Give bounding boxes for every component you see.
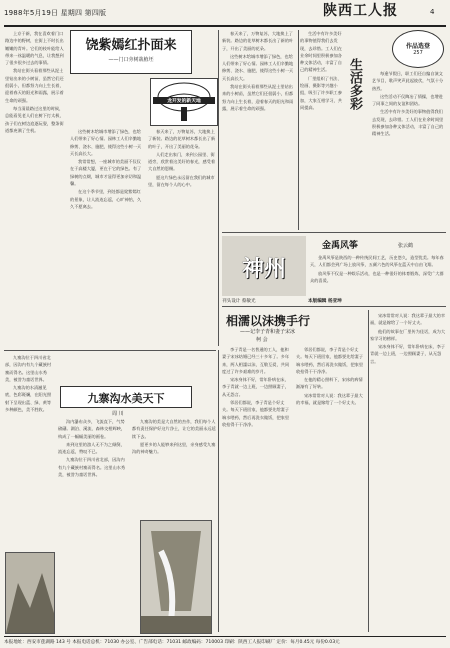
feature-title-box [346,58,368,168]
paragraph: 沟内瀑布众多，飞流直下，气势磅礴。湖泊、溪流、森林交相辉映，构成了一幅幅美丽的画卷。 [58,419,126,439]
shenzhou-label: 神州 [241,256,286,282]
paragraph: 九寨沟的水清澈见底，色彩斑斓，在阳光照射下呈现出蓝、绿、黄等多种颜色，美不胜收。 [5,385,52,413]
paragraph: 每逢节假日，职工们还自编自演文艺节目，歌声笑声此起彼伏，气氛十分热烈。 [372,71,444,91]
top-article-col-1 [5,30,65,346]
right-article-col-1 [222,346,292,632]
left-article-col-3 [132,418,216,518]
paragraph: 我常常想，一座城市的美丽不仅仅在于高楼大厦，更在于它的绿色。有了绿树的点缀，城市才显得更加亲切和温馨。 [70,159,142,187]
right-article-col-2 [296,346,366,632]
feature-col-2 [372,70,446,230]
paragraph: 每当清晨路过这里的时候，总能看见老人们在树下打太极，孩子们在树边追逐玩耍，整条街道都充满了生机。 [5,105,64,133]
paragraph: 我站在街头看着那些从泥土里钻出来的小树苗，虽然它们还很弱小，但都努力向上生长着，迎着春天的阳光和雨露，展示着生命的顽强。 [5,68,64,103]
left-article-author: 周 川 [112,411,124,417]
left-article-col-2 [58,418,126,632]
top-article-col-2 [70,128,142,346]
waterfall-photo-icon [141,521,211,633]
paragraph: 宋冰身体不好，常年卧病在床，李子青就一边上班，一边照顾妻子，从无怨言。 [370,344,446,364]
paragraph: 金禹风筝是陕西的一种传统民间工艺，历史悠久，造型优美。每年春天，人们都会到广场上放风筝，五颜六色的风筝在蓝天中自由飞翔。 [310,255,444,268]
feature-tag: 作品选登 [405,43,430,50]
top-article-subtitle: ——门口旁树栽植坯 [108,57,154,63]
page-number: 4 [430,8,435,16]
section-divider [222,232,446,233]
illustration-banner: 龙开发的新天地 [153,97,215,104]
paragraph: 宋冰常常对人说：我这辈子最大的幸福，就是嫁给了一个好丈夫。 [370,313,446,326]
paragraph: 春天来了，万物复苏，大地换上了新装。路边的花草树木都长出了新的叶子，开出了美丽的花朵。 [148,129,216,149]
left-article-photo [140,520,212,634]
section-divider [222,306,446,307]
essay-title: 金禹风筝 [322,241,359,251]
paragraph: 人们走出家门，来到公园里、街道旁，欣赏着这美好的春光，感受着大自然的恩赐。 [148,151,216,172]
paragraph: 这些树木给城市增添了绿色，也给人们带来了好心情。园林工人们辛勤地修剪、浇水、施肥，使得这些小树一天天长高长大。 [70,129,142,156]
mountain-photo-icon [6,553,54,633]
right-article-subtitle: ——记李子青和妻子宋冰 [240,329,296,335]
paragraph: 我站在街头看着那些从泥土里钻出来的小树苗，虽然它们还很弱小，但都努力向上生长着，迎着春天的阳光和雨露，展示着生命的顽强。 [222,84,294,111]
paragraph: 春天来了，万物复苏，大地换上了新装。路边的花草树木都长出了新的叶子，开出了美丽的花朵。 [222,31,294,51]
essay-text [310,254,446,296]
paragraph: 上京于新，我在喜欢着门口路边中的野树，在街上不时长出嫩嫩的青叶。它们的枝叶能给人带来一丝温暖的气息，让我想到了很多很多过去的事情。 [5,31,64,66]
editor-line: 本版编辑 杨亚坤 [308,299,342,304]
left-photo-block [5,552,55,634]
essay-author: 张云鹤 [398,243,414,249]
top-article-col-4 [222,30,296,230]
right-article-col-3 [370,312,446,632]
top-article-title: 饶紫嫣红扑面来 [85,38,177,53]
issue-date: 1988年5月19日 星期四 第四版 [4,9,107,17]
feature-badge [392,30,444,68]
paragraph: 他们的故事在厂里传为佳话，成为大家学习的榜样。 [370,328,446,341]
left-article-title-box [60,386,192,408]
paragraph: 愿这片绿色永远留在我们的城市里，留在每个人的心中。 [148,174,215,188]
column-divider [368,310,369,632]
paragraph: 这些树木给城市增添了绿色，也给人们带来了好心情。园林工人们辛勤地修剪、浇水、施肥，使得这些小树一天天长高长大。 [222,53,294,81]
paragraph: 宋冰身体不好，常年卧病在床，李子青就一边上班，一边照顾妻子，从无怨言。 [222,377,290,397]
right-article-author: 柯 会 [256,337,268,343]
paragraph: 在他的精心照料下，宋冰的病情渐渐有了好转。 [296,377,363,390]
paragraph: 九寨沟的美是大自然的杰作，我们每个人都有责任保护好这片净土，让它的美丽永远延续下去。 [132,419,216,439]
feature-col-1 [300,30,344,230]
column-divider [298,30,299,230]
left-article-col-1 [5,354,53,550]
paragraph: 来到这里的游人无不为之倾倒，流连忘返，赞叹不已。 [58,441,125,455]
column-divider [218,30,219,346]
column-divider [218,350,219,632]
section-divider [4,350,216,351]
paragraph: 放风筝不仅是一种娱乐活动，也是一种很好的体育锻炼，深受广大群众的喜爱。 [310,270,444,283]
top-article-illustration [150,78,218,126]
footer: 本报地址：西安市莲湖路 143 号 本报电话总机：71030 办公室、广告部电话：71031 邮政编码：710003 印刷：陕西工人报印刷厂 定价：每月0.45元 每份0.03元 [4,636,446,645]
paragraph: 九寨沟位于四川省北部，因沟内有九个藏族村寨而得名。这里山水秀美，被誉为童话世界。 [58,457,126,478]
feature-title: 生活多彩 [347,58,362,110]
paragraph: 邻居们都说，李子青是个好丈夫。每天下班回家，他都要先给妻子端水喂药，然后再洗衣做饭，把家里收拾得干干净净。 [296,347,364,374]
top-article-title-box [70,30,192,74]
paragraph: 邻居们都说，李子青是个好丈夫。每天下班回家，他都要先给妻子端水喂药，然后再洗衣做饭，把家里收拾得干干净净。 [222,400,290,427]
feature-number: 257 [413,50,423,56]
paragraph: 愿更多的人能够来到这里，亲身感受九寨沟的神奇魅力。 [132,441,216,455]
top-article-col-3 [148,128,216,346]
right-article-title: 相濡以沫携手行 [226,314,311,328]
paragraph: 宋冰常常对人说：我这辈子最大的幸福，就是嫁给了一个好丈夫。 [296,392,363,406]
left-article-title: 九寨沟水美天下 [87,392,165,405]
paragraph: 九寨沟位于四川省北部，因沟内有九个藏族村寨而得名。这里山水秀美，被誉为童话世界。 [5,355,52,382]
paragraph: 生活中有许多美好的事物值得我们去发现，去珍惜。工人们在业余时间里积极参加各种文体活动，丰富了自己的精神生活。 [372,109,444,137]
shenzhou-caption: 刊头设计 蔡敏光 [222,299,256,304]
paragraph: 厂里组织了书法、绘画、摄影等兴趣小组，吸引了许多职工参加，大家互相学习，共同提高。 [300,75,342,110]
shenzhou-block [222,236,306,296]
paragraph: 生活中有许多美好的事物值得我们去发现，去珍惜。工人们在业余时间里积极参加各种文体活动，丰富了自己的精神生活。 [300,31,342,73]
paragraph: 在这个季节里，到处都是姹紫嫣红的景象，让人流连忘返，心旷神怡，久久不愿离去。 [70,189,142,209]
paragraph: 这些活动不仅陶冶了情操，也增进了同事之间的友谊和团结。 [372,93,443,107]
masthead: 陕西工人报 [323,3,398,19]
paragraph: 李子青是一名普通的工人，他和妻子宋冰结婚已经三十多年了。多年来，两人相濡以沫，互敬互爱，共同度过了许多艰难的岁月。 [222,347,290,374]
